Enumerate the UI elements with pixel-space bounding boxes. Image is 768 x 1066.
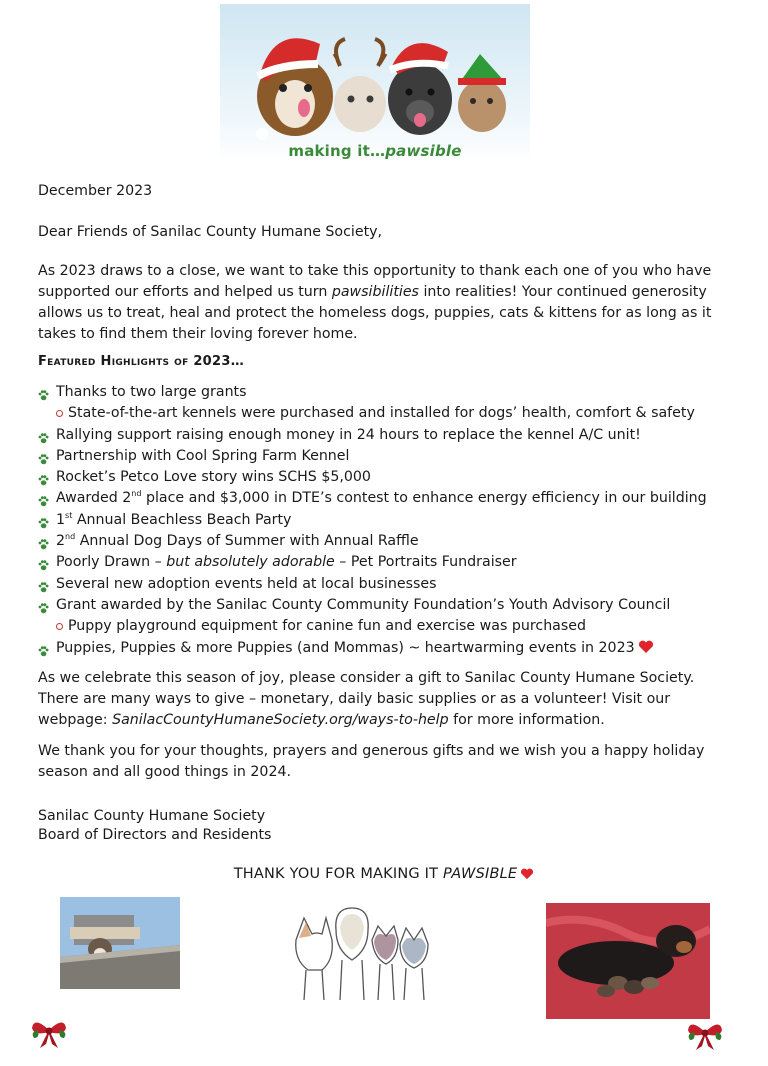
heart-icon — [638, 640, 654, 661]
signature-organization: Sanilac County Humane Society — [38, 808, 266, 824]
paw-icon — [38, 557, 49, 568]
banner-pets-illustration — [220, 4, 530, 162]
kennel-puppy-photo — [60, 897, 180, 989]
list-item: State-of-the-art kennels were purchased and installed for dogs’ health, comfort & safety — [38, 403, 738, 424]
letter-greeting: Dear Friends of Sanilac County Humane Society, — [38, 224, 383, 240]
thanks-paragraph: We thank you for your thoughts, prayers and generous gifts and we wish you a happy holiday season and all good things in 2024. — [38, 743, 705, 780]
bullet-icon — [56, 623, 63, 630]
paw-icon — [38, 493, 49, 504]
ways-to-help-link[interactable]: SanilacCountyHumaneSociety.org/ways-to-help — [112, 712, 449, 728]
list-item: Awarded 2nd place and $3,000 in DTE’s contest to enhance energy efficiency in our building — [38, 488, 738, 509]
dog-portraits-drawing — [286, 900, 436, 1006]
paw-icon — [38, 515, 49, 526]
highlights-heading: Featured Highlights of 2023… — [38, 354, 245, 369]
paw-icon — [38, 472, 49, 483]
list-item: Several new adoption events held at local businesses — [38, 574, 738, 595]
donation-paragraph: As we celebrate this season of joy, please consider a gift to Sanilac County Humane Society. There are many ways to give – monetary, daily basic supplies or as a volunteer! Visit our webpage: SanilacCountyHumaneSociety.org/ways-to-help for more information. — [38, 670, 695, 728]
list-item: Rallying support raising enough money in 24 hours to replace the kennel A/C unit! — [38, 425, 738, 446]
list-item: Puppy playground equipment for canine fun and exercise was purchased — [38, 616, 738, 637]
paw-icon — [38, 579, 49, 590]
holiday-pets-banner — [220, 4, 530, 162]
paw-icon — [38, 600, 49, 611]
list-item: Poorly Drawn – but absolutely adorable – Pet Portraits Fundraiser — [38, 552, 738, 573]
paw-icon — [38, 451, 49, 462]
list-item: Rocket’s Petco Love story wins SCHS $5,000 — [38, 467, 738, 488]
list-item: 1st Annual Beachless Beach Party — [38, 510, 738, 531]
list-item: Thanks to two large grants — [38, 382, 738, 403]
paw-icon — [38, 536, 49, 547]
highlights-list — [38, 382, 738, 659]
paw-icon — [38, 430, 49, 441]
list-item: Puppies, Puppies & more Puppies (and Mommas) ~ heartwarming events in 2023 — [38, 638, 738, 659]
list-item: Grant awarded by the Sanilac County Community Foundation’s Youth Advisory Council — [38, 595, 738, 616]
intro-paragraph: As 2023 draws to a close, we want to take this opportunity to thank each one of you who have supported our efforts and helped us turn pawsibilities into realities! Your continued generosity allows us to treat, heal and protect the homeless dogs, puppies, cats & kittens for as long as it takes to find them their loving forever home. — [38, 263, 712, 342]
banner-tagline: making it…pawsible — [288, 142, 462, 160]
signature-board: Board of Directors and Residents — [38, 827, 272, 843]
list-item: 2nd Annual Dog Days of Summer with Annual Raffle — [38, 531, 738, 552]
bow-icon — [684, 1018, 726, 1052]
mother-dog-puppies-photo — [546, 903, 710, 1019]
paw-icon — [38, 643, 49, 654]
bullet-icon — [56, 410, 63, 417]
closing-line: THANK YOU FOR MAKING IT PAWSIBLE — [0, 866, 768, 884]
heart-icon — [520, 868, 534, 884]
bow-icon — [28, 1016, 70, 1050]
paw-icon — [38, 387, 49, 398]
list-item: Partnership with Cool Spring Farm Kennel — [38, 446, 738, 467]
letter-date: December 2023 — [38, 183, 153, 199]
